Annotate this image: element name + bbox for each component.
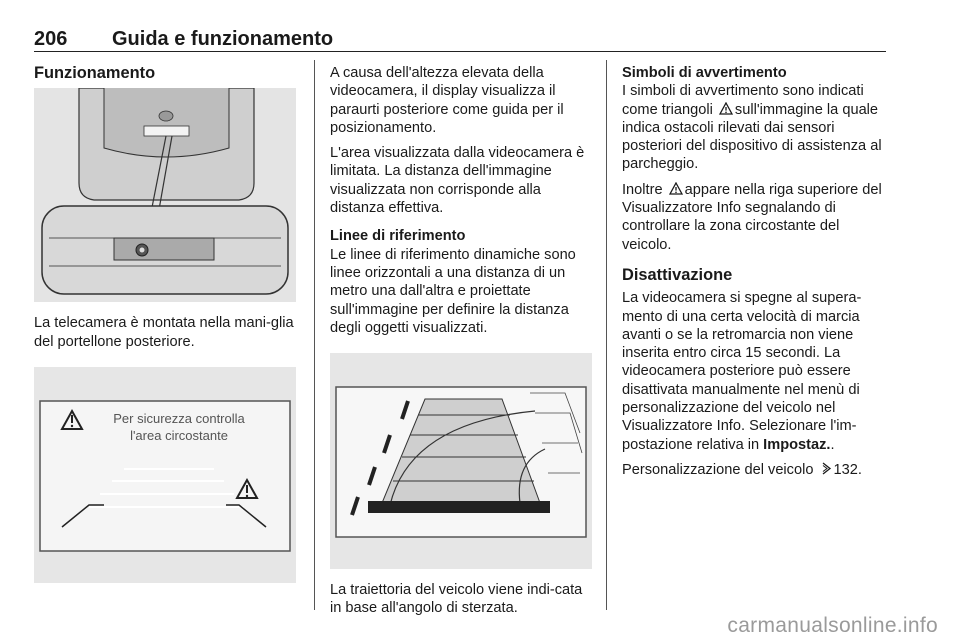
screen-warning-text-1: Per sicurezza controlla (113, 410, 245, 426)
section-heading: Funzionamento (34, 64, 156, 82)
column-left (34, 64, 296, 583)
screen-warning-text-2: l'area circostante (130, 427, 228, 443)
column-divider (314, 60, 315, 610)
paragraph: I simboli di avvertimento sono indicati come triangoli sull'immagine la quale indica ostacoli rilevati dai sensori posteriori del dispositivo di assistenza al parcheggio. (622, 83, 882, 173)
watermark: carmanualsonline.info (727, 614, 938, 637)
camera-location-caption: La telecamera è montata nella mani-glia del portellone posteriore. (34, 315, 294, 350)
warning-triangle-icon (719, 102, 733, 115)
paragraph: A causa dell'altezza elevata della videocamera, il display visualizza il paraurti posteriore come guida per il posizionamento. (330, 65, 564, 136)
page-title: Guida e funzionamento (112, 28, 334, 50)
header-divider (34, 51, 886, 52)
paragraph: Inoltre appare nella riga superiore del Visualizzatore Info segnalando di controllare la zona circostante del veicolo. (622, 181, 882, 253)
settings-menu-label: Impostaz. (763, 436, 831, 453)
column-middle (330, 64, 588, 625)
warning-screen-illustration (34, 367, 296, 583)
cross-reference[interactable]: Personalizzazione del veicolo 132. (622, 461, 862, 478)
paragraph: Le linee di riferimento dinamiche sono linee orizzontali a una distanza di un metro una dall'altra e proiettate sull'immagine per definire la distanza degli oggetti visualizzati. (330, 246, 576, 336)
warning-triangle-icon (669, 182, 683, 195)
tailgate-camera-illustration (34, 88, 296, 302)
page-reference-arrow-icon (821, 462, 832, 475)
page-reference[interactable]: 132. (833, 461, 862, 478)
sub-heading: Linee di riferimento (330, 228, 466, 245)
sub-heading: Simboli di avvertimento (622, 65, 787, 81)
section-heading: Disattivazione (622, 265, 733, 284)
reference-lines-illustration (330, 353, 592, 569)
paragraph: La videocamera si spegne al supera-mento di una certa velocità di marcia avanti o se la retromarcia non viene inserita entro circa 15 secondi. La videocamera posteriore può essere disattivata manualmente nel menù di personalizzazione del veicolo nel Visualizzatore Info. Selezionare l'im-postazione relativa in Impostaz.. (622, 290, 862, 453)
page-number: 206 (34, 28, 68, 50)
column-right (622, 64, 888, 486)
paragraph: La traiettoria del veicolo viene indi-cata in base all'angolo di sterzata. (330, 582, 583, 617)
paragraph: L'area visualizzata dalla videocamera è limitata. La distanza dell'immagine visualizzata non corrisponde alla distanza effettiva. (330, 145, 585, 217)
column-divider (606, 60, 607, 610)
